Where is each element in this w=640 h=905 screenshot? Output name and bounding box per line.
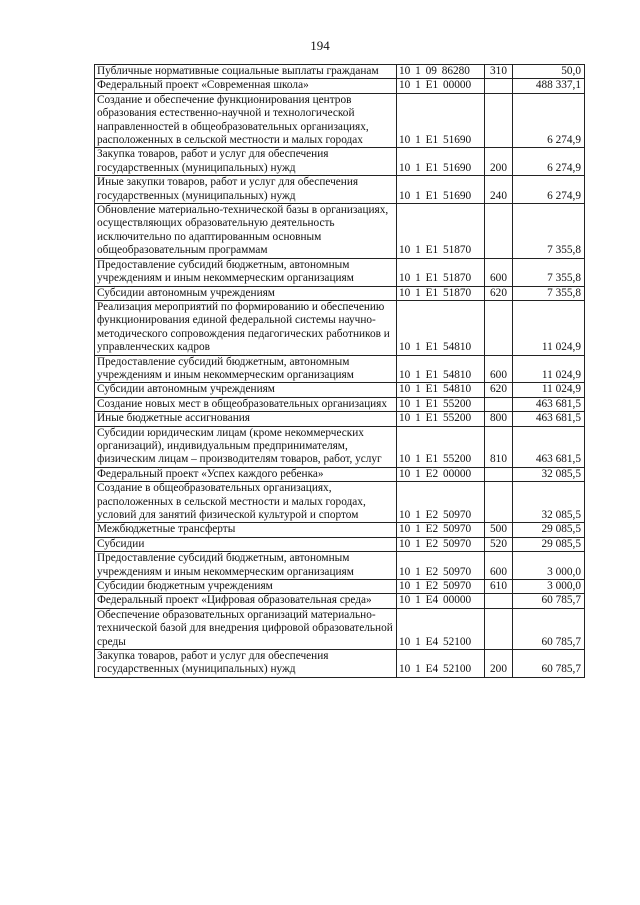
row-code-cell: 10 1 E1 00000 (397, 79, 485, 93)
table-row (95, 204, 585, 259)
row-code-cell: 10 1 E2 50970 (397, 552, 485, 580)
row-code-cell: 10 1 E1 54810 (397, 300, 485, 355)
row-amount-cell: 463 681,5 (513, 426, 585, 467)
row-expense-type-cell: 200 (485, 148, 513, 176)
row-code-cell: 10 1 E2 50970 (397, 580, 485, 594)
row-amount-cell: 32 085,5 (513, 482, 585, 523)
row-expense-type-cell (485, 93, 513, 148)
row-expense-type-cell (485, 467, 513, 481)
row-expense-type-cell (485, 204, 513, 259)
row-name-cell: Федеральный проект «Успех каждого ребенка» (95, 467, 397, 481)
table-row (95, 426, 585, 467)
budget-table-body (95, 65, 585, 678)
table-row (95, 482, 585, 523)
row-name-cell: Реализация мероприятий по формированию и обеспечению функционирования единой федеральной системы научно-методического сопровождения педагогических работников и управленческих кадров (95, 300, 397, 355)
row-name-cell: Обновление материально-технической базы в организациях, осуществляющих образовательную деятельность исключительно по адаптированным основным общеобразовательным программам (95, 204, 397, 259)
row-code-cell: 10 1 E1 51690 (397, 176, 485, 204)
row-amount-cell: 11 024,9 (513, 383, 585, 397)
table-row (95, 552, 585, 580)
row-name-cell: Межбюджетные трансферты (95, 523, 397, 537)
row-code-cell: 10 1 09 86280 (397, 65, 485, 79)
row-code-cell: 10 1 E1 54810 (397, 383, 485, 397)
table-row (95, 93, 585, 148)
row-name-cell: Предоставление субсидий бюджетным, автономным учреждениям и иным некоммерческим организациям (95, 355, 397, 383)
row-name-cell: Предоставление субсидий бюджетным, автономным учреждениям и иным некоммерческим организациям (95, 552, 397, 580)
row-code-cell: 10 1 E4 52100 (397, 608, 485, 649)
row-amount-cell: 463 681,5 (513, 397, 585, 411)
row-name-cell: Иные бюджетные ассигнования (95, 412, 397, 426)
row-name-cell: Иные закупки товаров, работ и услуг для обеспечения государственных (муниципальных) нужд (95, 176, 397, 204)
row-code-cell: 10 1 E1 51870 (397, 204, 485, 259)
row-amount-cell: 7 355,8 (513, 286, 585, 300)
row-expense-type-cell: 600 (485, 552, 513, 580)
row-code-cell: 10 1 E4 00000 (397, 594, 485, 608)
table-row (95, 537, 585, 551)
row-code-cell: 10 1 E1 55200 (397, 397, 485, 411)
row-code-cell: 10 1 E1 55200 (397, 412, 485, 426)
row-amount-cell: 11 024,9 (513, 300, 585, 355)
row-amount-cell: 7 355,8 (513, 258, 585, 286)
table-row (95, 650, 585, 678)
row-name-cell: Создание и обеспечение функционирования центров образования естественно-научной и технологической направленностей в общеобразовательных организациях, расположенных в сельской местности и малых городах (95, 93, 397, 148)
row-amount-cell: 7 355,8 (513, 204, 585, 259)
row-code-cell: 10 1 E2 00000 (397, 467, 485, 481)
row-name-cell: Субсидии бюджетным учреждениям (95, 580, 397, 594)
table-row (95, 397, 585, 411)
budget-table (94, 64, 585, 678)
row-amount-cell: 11 024,9 (513, 355, 585, 383)
row-code-cell: 10 1 E1 51870 (397, 286, 485, 300)
row-amount-cell: 463 681,5 (513, 412, 585, 426)
row-expense-type-cell (485, 300, 513, 355)
row-amount-cell: 6 274,9 (513, 148, 585, 176)
row-amount-cell: 29 085,5 (513, 537, 585, 551)
row-code-cell: 10 1 E2 50970 (397, 537, 485, 551)
table-row (95, 412, 585, 426)
row-amount-cell: 3 000,0 (513, 552, 585, 580)
row-name-cell: Субсидии автономным учреждениям (95, 383, 397, 397)
row-name-cell: Субсидии (95, 537, 397, 551)
row-code-cell: 10 1 E1 54810 (397, 355, 485, 383)
row-expense-type-cell: 620 (485, 286, 513, 300)
row-name-cell: Федеральный проект «Современная школа» (95, 79, 397, 93)
row-name-cell: Федеральный проект «Цифровая образовательная среда» (95, 594, 397, 608)
row-amount-cell: 60 785,7 (513, 594, 585, 608)
row-amount-cell: 488 337,1 (513, 79, 585, 93)
row-name-cell: Субсидии автономным учреждениям (95, 286, 397, 300)
row-amount-cell: 6 274,9 (513, 176, 585, 204)
row-expense-type-cell: 500 (485, 523, 513, 537)
row-expense-type-cell: 240 (485, 176, 513, 204)
row-code-cell: 10 1 E1 51690 (397, 148, 485, 176)
row-name-cell: Субсидии юридическим лицам (кроме некоммерческих организаций), индивидуальным предпринимателям, физическим лицам – производителям товаров, работ, услуг (95, 426, 397, 467)
row-expense-type-cell (485, 608, 513, 649)
table-row (95, 594, 585, 608)
table-row (95, 523, 585, 537)
row-code-cell: 10 1 E1 55200 (397, 426, 485, 467)
row-amount-cell: 29 085,5 (513, 523, 585, 537)
row-expense-type-cell: 310 (485, 65, 513, 79)
table-row (95, 176, 585, 204)
row-expense-type-cell: 800 (485, 412, 513, 426)
row-code-cell: 10 1 E4 52100 (397, 650, 485, 678)
row-expense-type-cell: 810 (485, 426, 513, 467)
row-name-cell: Обеспечение образовательных организаций материально-технической базой для внедрения цифровой образовательной среды (95, 608, 397, 649)
row-name-cell: Предоставление субсидий бюджетным, автономным учреждениям и иным некоммерческим организациям (95, 258, 397, 286)
row-name-cell: Создание новых мест в общеобразовательных организациях (95, 397, 397, 411)
row-expense-type-cell: 520 (485, 537, 513, 551)
row-amount-cell: 32 085,5 (513, 467, 585, 481)
row-amount-cell: 6 274,9 (513, 93, 585, 148)
table-row (95, 300, 585, 355)
row-expense-type-cell (485, 482, 513, 523)
table-row (95, 355, 585, 383)
row-name-cell: Закупка товаров, работ и услуг для обеспечения государственных (муниципальных) нужд (95, 650, 397, 678)
table-row (95, 383, 585, 397)
row-amount-cell: 60 785,7 (513, 650, 585, 678)
row-name-cell: Закупка товаров, работ и услуг для обеспечения государственных (муниципальных) нужд (95, 148, 397, 176)
row-expense-type-cell: 600 (485, 355, 513, 383)
page-number: 194 (310, 38, 330, 53)
row-amount-cell: 60 785,7 (513, 608, 585, 649)
row-name-cell: Создание в общеобразовательных организациях, расположенных в сельской местности и малых городах, условий для занятий физической культурой и спортом (95, 482, 397, 523)
table-row (95, 79, 585, 93)
row-expense-type-cell (485, 397, 513, 411)
row-expense-type-cell: 620 (485, 383, 513, 397)
row-amount-cell: 50,0 (513, 65, 585, 79)
row-name-cell: Публичные нормативные социальные выплаты гражданам (95, 65, 397, 79)
table-row (95, 258, 585, 286)
table-row (95, 148, 585, 176)
row-code-cell: 10 1 E1 51870 (397, 258, 485, 286)
row-amount-cell: 3 000,0 (513, 580, 585, 594)
table-row (95, 467, 585, 481)
row-expense-type-cell: 200 (485, 650, 513, 678)
table-row (95, 580, 585, 594)
row-expense-type-cell: 600 (485, 258, 513, 286)
row-expense-type-cell: 610 (485, 580, 513, 594)
table-row (95, 286, 585, 300)
row-expense-type-cell (485, 594, 513, 608)
row-code-cell: 10 1 E1 51690 (397, 93, 485, 148)
table-row (95, 65, 585, 79)
table-row (95, 608, 585, 649)
row-code-cell: 10 1 E2 50970 (397, 523, 485, 537)
row-code-cell: 10 1 E2 50970 (397, 482, 485, 523)
row-expense-type-cell (485, 79, 513, 93)
